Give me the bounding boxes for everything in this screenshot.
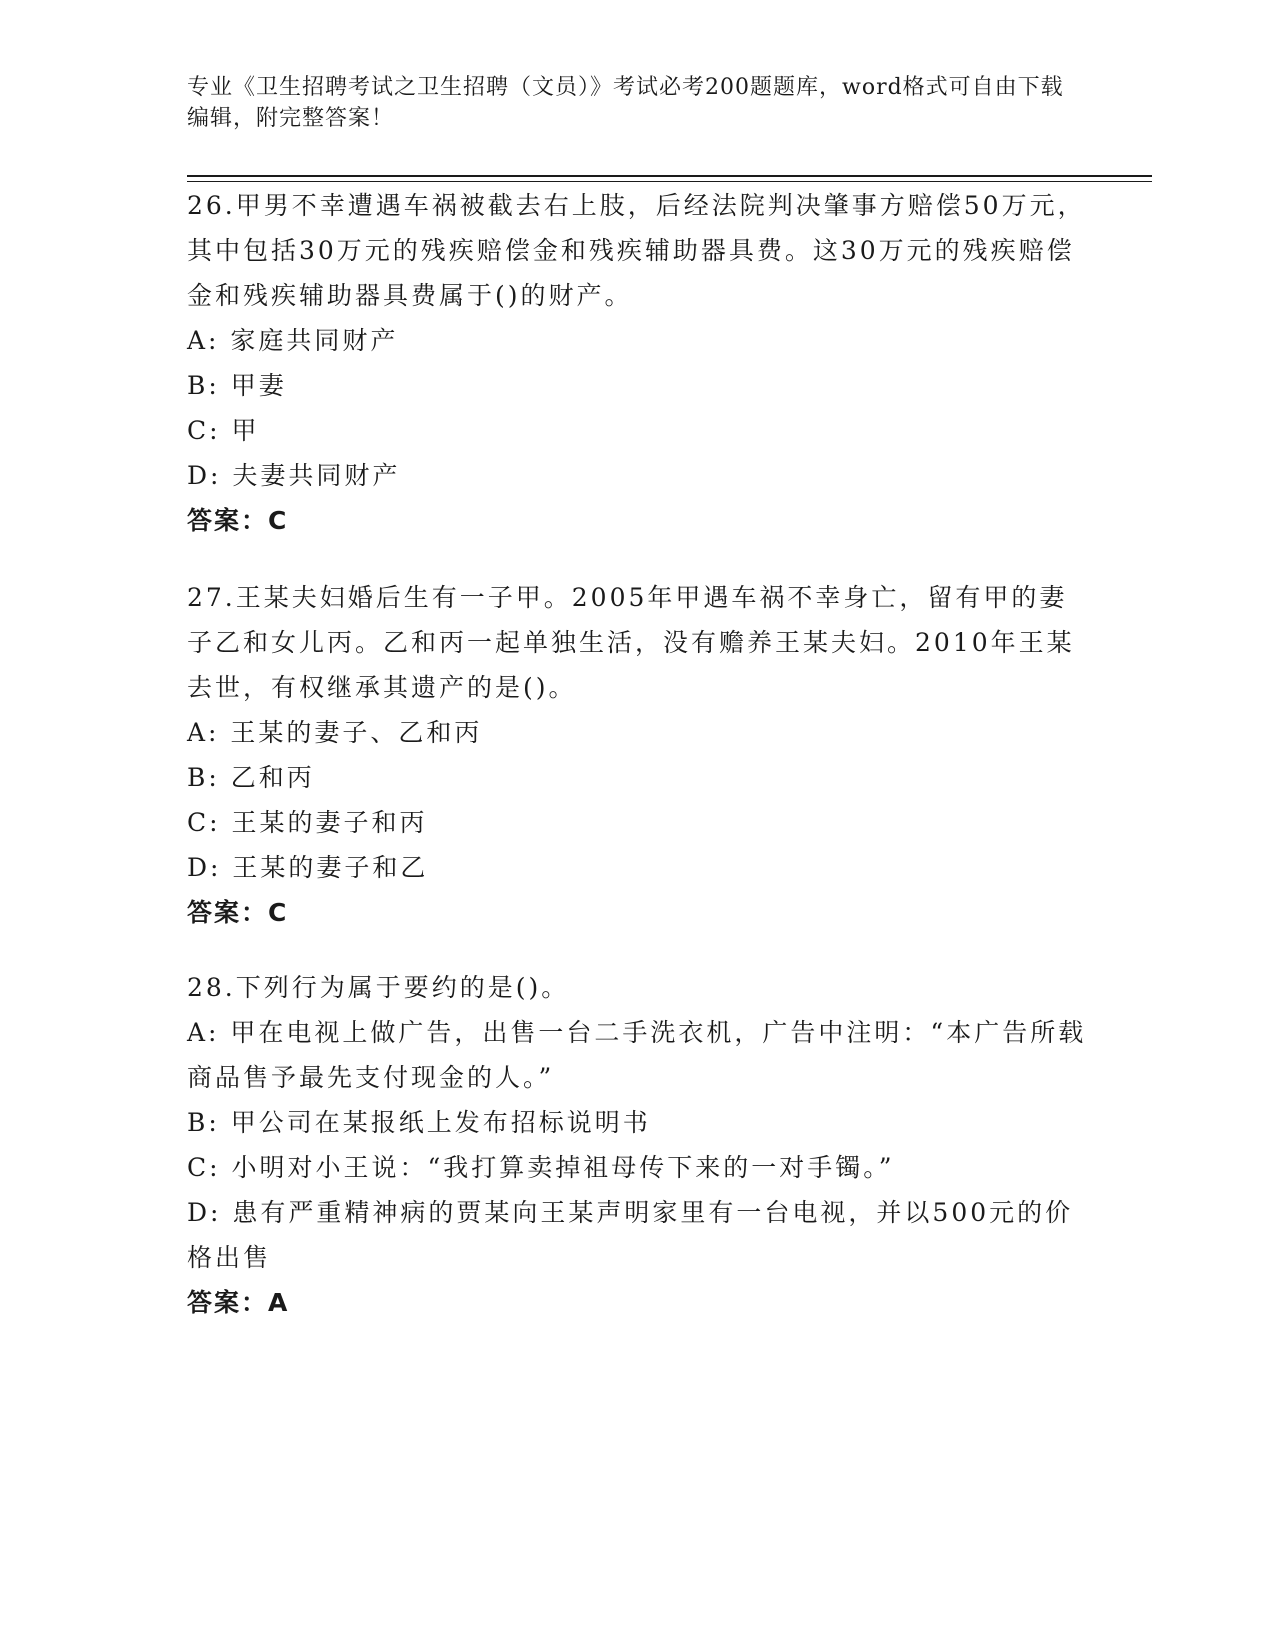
option-d: D: 患有严重精神病的贾某向王某声明家里有一台电视，并以500元的价格出售: [187, 1198, 1074, 1272]
question-stem: 28.下列行为属于要约的是()。: [187, 973, 570, 1002]
option-c: C: 甲: [187, 416, 260, 445]
answer-label: 答案：A: [187, 1288, 290, 1317]
option-b: B: 甲妻: [187, 371, 287, 400]
option-a: A: 王某的妻子、乙和丙: [187, 718, 483, 747]
header-divider-thick: [187, 175, 1152, 177]
option-c: C: 王某的妻子和丙: [187, 808, 428, 837]
option-c: C: 小明对小王说：“我打算卖掉祖母传下来的一对手镯。”: [187, 1153, 895, 1182]
option-a: A: 甲在电视上做广告，出售一台二手洗衣机，广告中注明：“本广告所载商品售予最先支付现金的人。”: [187, 1018, 1087, 1092]
question-stem: 26.甲男不幸遭遇车祸被截去右上肢，后经法院判决肇事方赔偿50万元，其中包括30万元的残疾赔偿金和残疾辅助器具费。这30万元的残疾赔偿金和残疾辅助器具费属于()的财产。: [187, 191, 1086, 310]
question-27: [187, 575, 1087, 935]
answer-label: 答案：C: [187, 898, 289, 927]
option-d: D: 王某的妻子和乙: [187, 853, 429, 882]
option-a: A: 家庭共同财产: [187, 326, 399, 355]
document-header-intro: 专业《卫生招聘考试之卫生招聘（文员）》考试必考200题题库，word格式可自由下载编辑，附完整答案！: [187, 75, 1064, 131]
header-divider-thin: [187, 181, 1152, 182]
question-26: [187, 183, 1087, 543]
option-b: B: 甲公司在某报纸上发布招标说明书: [187, 1108, 651, 1137]
answer-label: 答案：C: [187, 506, 289, 535]
option-d: D: 夫妻共同财产: [187, 461, 401, 490]
question-stem: 27.王某夫妇婚后生有一子甲。2005年甲遇车祸不幸身亡，留有甲的妻子乙和女儿丙。乙和丙一起单独生活，没有赡养王某夫妇。2010年王某去世，有权继承其遗产的是()。: [187, 583, 1075, 702]
option-b: B: 乙和丙: [187, 763, 315, 792]
question-28: [187, 965, 1087, 1325]
